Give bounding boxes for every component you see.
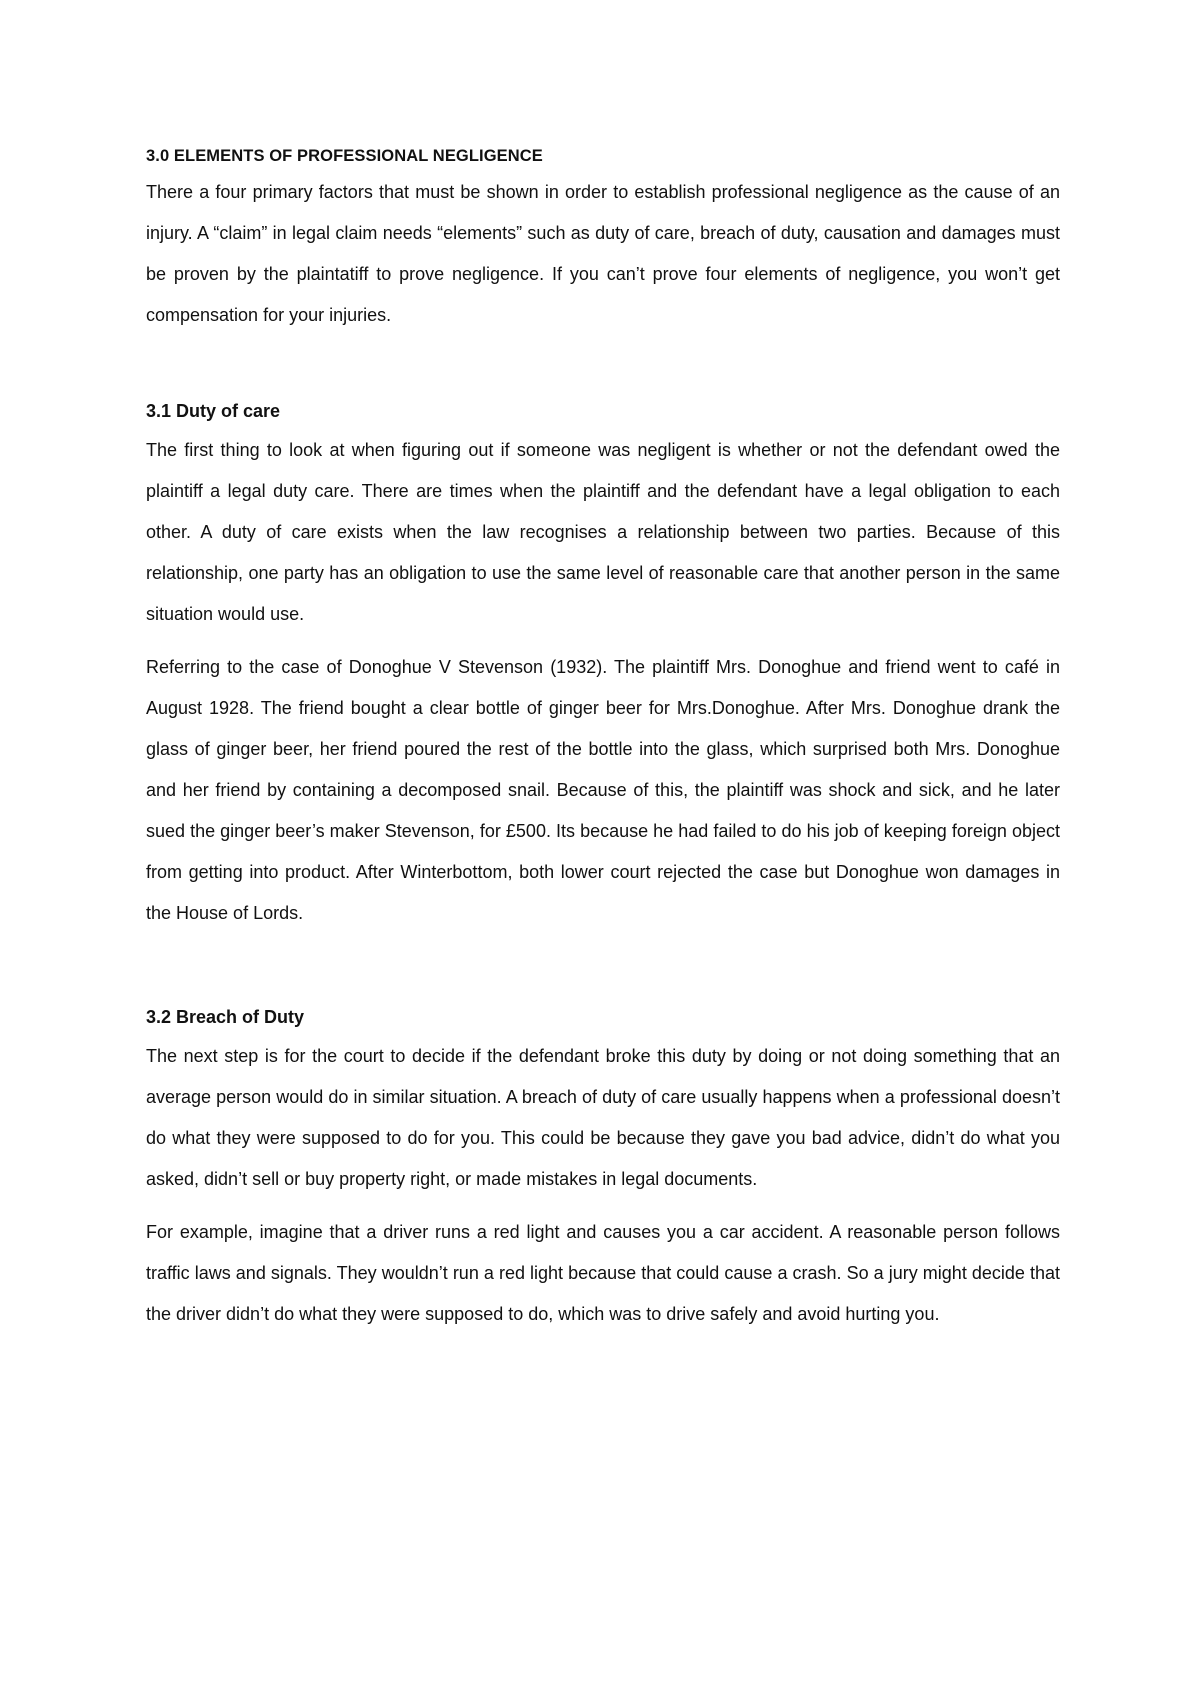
breach-of-duty-paragraph-2: For example, imagine that a driver runs a red light and causes you a car accident. A reasonable person follows traffic laws and signals. They wouldn’t run a red light because that could cause a crash. So a jury might decide that the driver didn’t do what they were supposed to do, which was to drive safely and avoid hurting you. — [146, 1222, 1060, 1324]
breach-of-duty-paragraph-1: The next step is for the court to decide if the defendant broke this duty by doing or not doing something that an average person would do in similar situation. A breach of duty of care usually happens when a professional doesn’t do what they were supposed to do for you. This could be because they gave you bad advice, didn’t do what you asked, didn’t sell or buy property right, or made mistakes in legal documents. — [146, 1046, 1060, 1189]
duty-of-care-paragraph-1: The first thing to look at when figuring out if someone was negligent is whether or not the defendant owed the plaintiff a legal duty care. There are times when the plaintiff and the defendant have a legal obligation to each other. A duty of care exists when the law recognises a relationship between two parties. Because of this relationship, one party has an obligation to use the same level of reasonable care that another person in the same situation would use. — [146, 440, 1060, 624]
main-heading: 3.0 ELEMENTS OF PROFESSIONAL NEGLIGENCE — [146, 147, 543, 165]
duty-of-care-paragraph-2: Referring to the case of Donoghue V Stevenson (1932). The plaintiff Mrs. Donoghue and friend went to café in August 1928. The friend bought a clear bottle of ginger beer for Mrs.Donoghue. After Mrs. Donoghue drank the glass of ginger beer, her friend poured the rest of the bottle into the glass, which surprised both Mrs. Donoghue and her friend by containing a decomposed snail. Because of this, the plaintiff was shock and sick, and he later sued the ginger beer’s maker Stevenson, for £500. Its because he had failed to do his job of keeping foreign object from getting into product. After Winterbottom, both lower court rejected the case but Donoghue won damages in the House of Lords. — [146, 657, 1060, 923]
document-body — [146, 144, 1060, 1335]
intro-paragraph: There a four primary factors that must be shown in order to establish professional negligence as the cause of an injury. A “claim” in legal claim needs “elements” such as duty of care, breach of duty, causation and damages must be proven by the plaintatiff to prove negligence. If you can’t prove four elements of negligence, you won’t get compensation for your injuries. — [146, 182, 1060, 325]
section-heading-duty-of-care: 3.1 Duty of care — [146, 401, 281, 421]
section-heading-breach-of-duty: 3.2 Breach of Duty — [146, 1007, 305, 1027]
